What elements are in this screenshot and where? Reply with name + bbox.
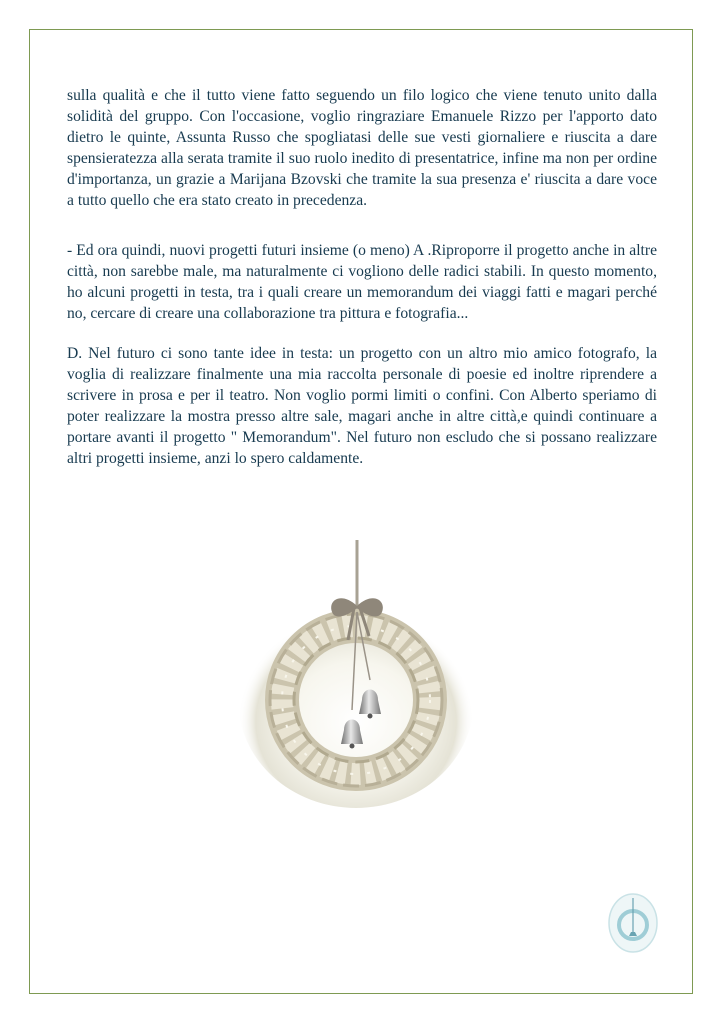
paragraph-1: sulla qualità e che il tutto viene fatto seguendo un filo logico che viene tenuto unito dalla solidità del gruppo. Con l'occasione, voglio ringraziare Emanuele Rizzo per l'apporto dato dietro le quinte, Assunta Russo che spogliatasi delle sue vesti giornaliere e riuscita a dare spensieratezza alla serata tramite il suo ruolo inedito di presentatrice, infine ma non per ordine d'importanza, un grazie a Marijana Bzovski che tramite la sua presenza e' riuscita a dare voce a tutto quello che era stato creato in precedenza. bbox=[67, 87, 657, 209]
article-body bbox=[67, 85, 657, 469]
wreath-logo-icon bbox=[607, 892, 659, 954]
paragraph-3: D. Nel futuro ci sono tante idee in testa: un progetto con un altro mio amico fotografo, la voglia di realizzare finalmente una mia raccolta personale di poesie ed inoltre riprendere a scrivere in prosa e per il teatro. Non voglio pormi limiti o confini. Con Alberto speriamo di poter realizzare la mostra presso altre sale, magari anche in altre città,e quindi continuare a portare avanti il progetto " Memorandum". Nel futuro non escludo che si possano realizzare altri progetti insieme, anzi lo spero caldamente. bbox=[67, 345, 657, 467]
wreath-image bbox=[236, 540, 476, 810]
paragraph-2: - Ed ora quindi, nuovi progetti futuri insieme (o meno) A .Riproporre il progetto anche in altre città, non sarebbe male, ma naturalmente ci vogliono delle radici stabili. In questo momento, ho alcuni progetti in testa, tra i quali creare un memorandum dei viaggi fatti e magari perché no, cercare di creare una collaborazione tra pittura e fotografia... bbox=[67, 242, 657, 322]
